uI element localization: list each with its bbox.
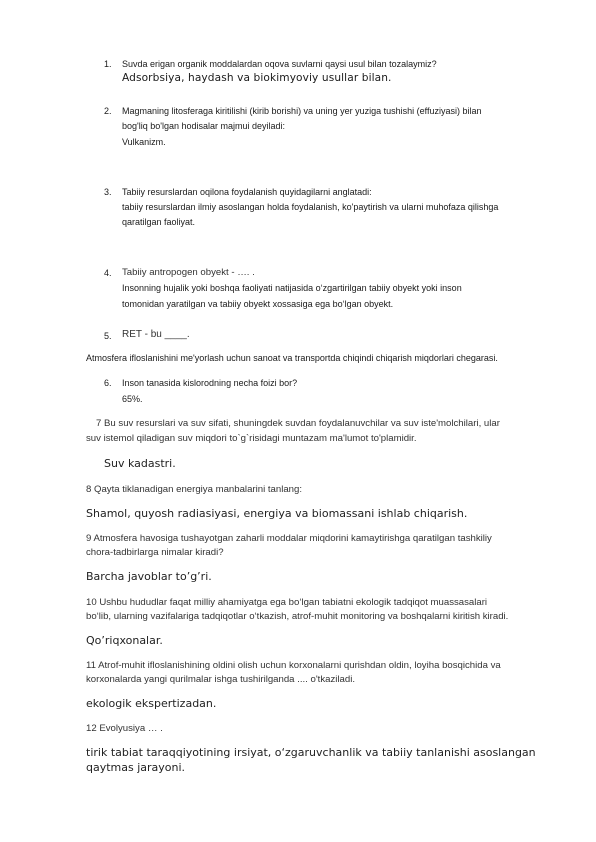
answer-text: ekologik ekspertizadan. — [86, 697, 217, 710]
answer-text: tabiiy resurslardan ilmiy asoslangan holda foydalanish, ko'paytirish va ularni muhofaza qilishga — [122, 202, 499, 212]
answer-text: Vulkanizm. — [122, 137, 166, 147]
answer-text: 65%. — [122, 394, 143, 404]
question-text: Magmaning litosferaga kiritilishi (kirib borishi) va uning yer yuziga tushishi (effuziyasi) bilan — [122, 106, 482, 116]
answer-text: Shamol, quyosh radiasiyasi, energiya va biomassani ishlab chiqarish. — [86, 507, 468, 520]
question-text: 12 Evolyusiya … . — [86, 723, 163, 734]
question-text: 9 Atmosfera havosiga tushayotgan zaharli moddalar miqdorini kamaytirishga qaratilgan tashkiliy — [86, 533, 492, 544]
question-text: chora-tadbirlarga nimalar kiradi? — [86, 547, 224, 558]
question-text: 11 Atrof-muhit ifloslanishining oldini olish uchun korxonalarni qurishdan oldin, loyiha bosqichida va — [86, 660, 501, 671]
question-text: 8 Qayta tiklanadigan energiya manbalarini tanlang: — [86, 484, 302, 495]
answer-text: Suv kadastri. — [104, 457, 176, 470]
question-text: Tabiiy antropogen obyekt - …. . — [122, 267, 255, 278]
question-text: RET - bu ____. — [122, 329, 190, 340]
question-number: 3. — [104, 187, 112, 197]
answer-text: tomonidan yaratilgan va tabiiy obyekt xossasiga ega bo‘lgan obyekt. — [122, 299, 394, 309]
question-text: 10 Ushbu hududlar faqat milliy ahamiyatga ega bo‘lgan tabiatni ekologik tadqiqot muassasalari — [86, 597, 488, 608]
answer-text: Insonning hujalik yoki boshqa faoliyati natijasida o‘zgartirilgan tabiiy obyekt yoki inson — [122, 283, 462, 293]
question-text: Suvda erigan organik moddalardan oqova suvlarni qaysi usul bilan tozalaymiz? — [122, 59, 437, 69]
answer-text: qaytmas jarayoni. — [86, 761, 186, 774]
question-number: 4. — [104, 268, 112, 278]
question-text: suv istemol qiladigan suv miqdori to`g`risidagi muntazam ma'lumot to'plamidir. — [86, 433, 417, 444]
question-text: Tabiiy resurslardan oqilona foydalanish quyidagilarni anglatadi: — [122, 187, 372, 197]
question-number: 6. — [104, 378, 112, 388]
answer-text: Adsorbsiya, haydash va biokimyoviy usullar bilan. — [122, 72, 392, 84]
question-text: bo‘lib, ularning vazifalariga tadqiqotlar o‘tkazish, atrof-muhit monitoring va boshqalarni kiritish kiradi. — [86, 611, 509, 622]
answer-text: qaratilgan faoliyat. — [122, 217, 196, 227]
answer-text: Barcha javoblar to’g’ri. — [86, 570, 212, 583]
answer-text: Atmosfera ifloslanishini me'yorlash uchun sanoat va transportda chiqindi chiqarish miqdorlari chegarasi. — [86, 353, 498, 363]
answer-text: Qo’riqxonalar. — [86, 634, 163, 647]
question-number: 5. — [104, 331, 112, 341]
question-text: korxonalarda yangi qurilmalar ishga tushirilganda .... o'tkaziladi. — [86, 674, 355, 685]
question-text: Inson tanasida kislorodning necha foizi bor? — [122, 378, 298, 388]
question-text: bog'liq bo'lgan hodisalar majmui deyiladi: — [122, 121, 286, 131]
question-text: 7 Bu suv resurslari va suv sifati, shuningdek suvdan foydalanuvchilar va suv iste'molchilari, ular — [96, 418, 500, 429]
question-number: 2. — [104, 106, 112, 116]
answer-text: tirik tabiat taraqqiyotining irsiyat, o‘zgaruvchanlik va tabiiy tanlanishi asoslangan — [86, 746, 536, 759]
question-number: 1. — [104, 59, 112, 69]
